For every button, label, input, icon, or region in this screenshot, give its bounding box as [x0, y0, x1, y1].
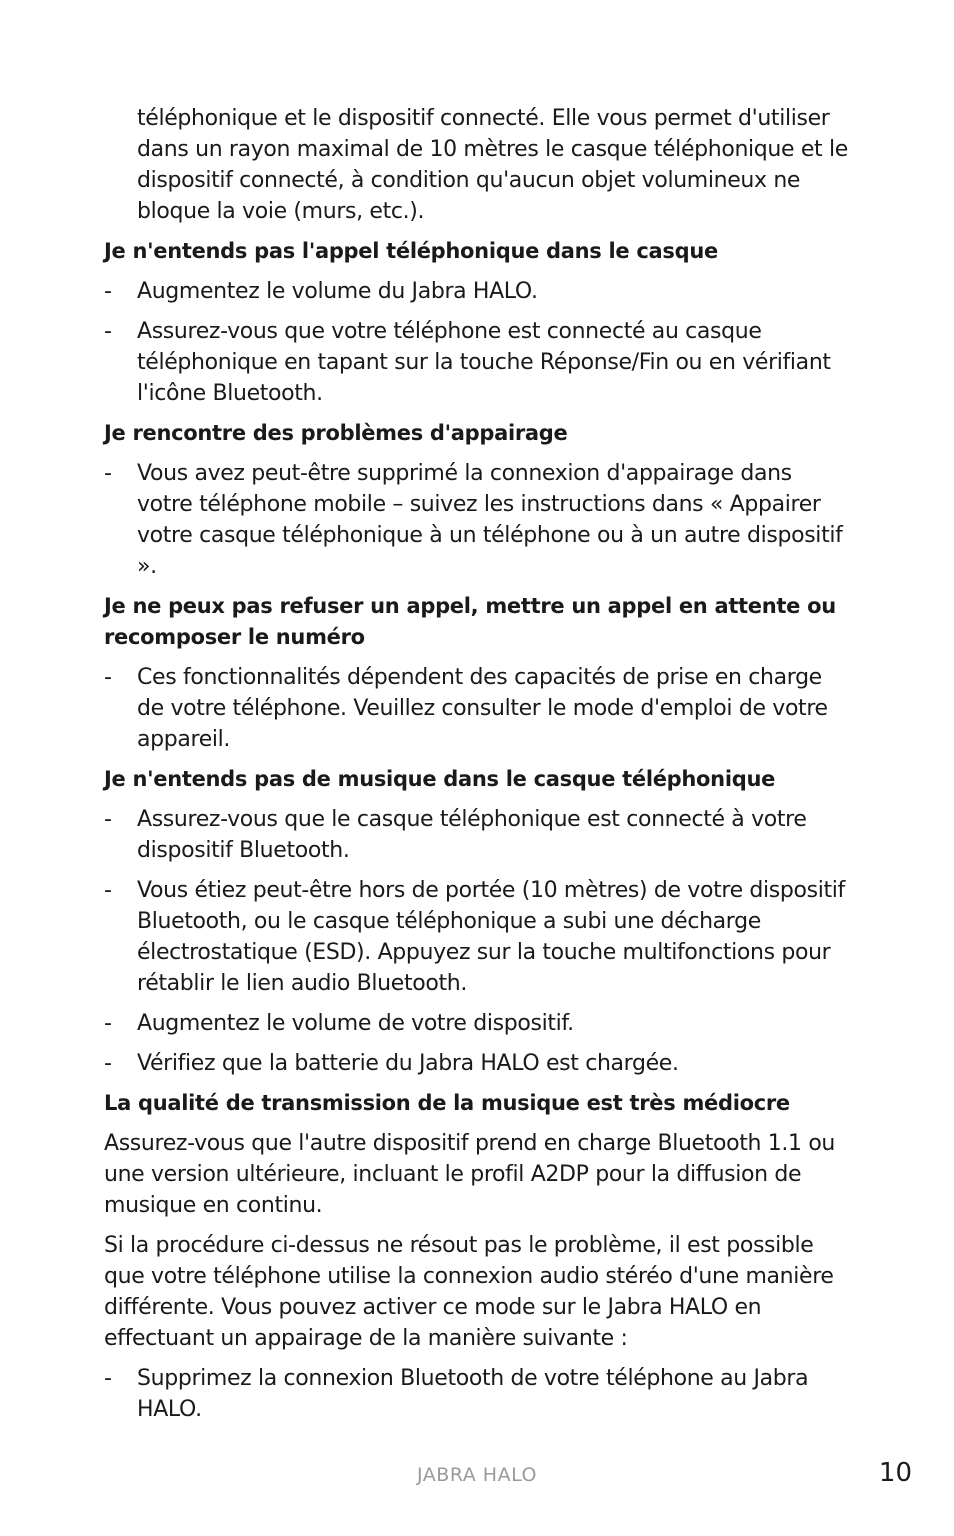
- section-heading: Je rencontre des problèmes d'appairage: [104, 421, 568, 445]
- list-item-text: Assurez-vous que votre téléphone est connecté au casque téléphonique en tapant sur la touche Réponse/Fin ou en vérifiant l'icône Bluetooth.: [137, 319, 831, 406]
- list-item: [104, 662, 852, 755]
- page-number: 10: [878, 1458, 912, 1488]
- section-heading: Je n'entends pas de musique dans le casque téléphonique: [104, 767, 776, 791]
- list-item: [104, 1363, 852, 1425]
- footer-title: JABRA HALO: [417, 1464, 537, 1486]
- bullet-list: [104, 662, 852, 755]
- section-heading: La qualité de transmission de la musique est très médiocre: [104, 1091, 790, 1115]
- dash-marker: -: [104, 1051, 112, 1076]
- list-item-text: Ces fonctionnalités dépendent des capacités de prise en charge de votre téléphone. Veuillez consulter le mode d'emploi de votre appareil.: [137, 665, 828, 752]
- section-pairing-problems: [104, 418, 852, 582]
- body-paragraph: Assurez-vous que l'autre dispositif prend en charge Bluetooth 1.1 ou une version ultérieure, incluant le profil A2DP pour la diffusion de musique en continu.: [104, 1131, 836, 1218]
- list-item-text: Vérifiez que la batterie du Jabra HALO est chargée.: [137, 1051, 679, 1076]
- section-call-features: [104, 591, 852, 755]
- section-no-call-audio: [104, 236, 852, 409]
- list-item: [104, 1048, 852, 1079]
- bullet-list: [104, 458, 852, 582]
- dash-marker: -: [104, 279, 112, 304]
- list-item: [104, 1008, 852, 1039]
- section-no-music: [104, 764, 852, 1079]
- list-item: [104, 804, 852, 866]
- dash-marker: -: [104, 665, 112, 690]
- intro-paragraph: téléphonique et le dispositif connecté. Elle vous permet d'utiliser dans un rayon maximal de 10 mètres le casque téléphonique et le dispositif connecté, à condition qu'aucun objet volumineux ne bloque la voie (murs, etc.).: [137, 106, 848, 224]
- dash-marker: -: [104, 1366, 112, 1391]
- dash-marker: -: [104, 319, 112, 344]
- list-item-text: Supprimez la connexion Bluetooth de votre téléphone au Jabra HALO.: [137, 1366, 809, 1422]
- list-item-text: Augmentez le volume de votre dispositif.: [137, 1011, 574, 1036]
- list-item: [104, 276, 852, 307]
- list-item-text: Vous avez peut-être supprimé la connexion d'appairage dans votre téléphone mobile – suivez les instructions dans « Appairer votre casque téléphonique à un téléphone ou à un autre dispositif ».: [137, 461, 843, 579]
- list-item-text: Augmentez le volume du Jabra HALO.: [137, 279, 538, 304]
- list-item-text: Assurez-vous que le casque téléphonique est connecté à votre dispositif Bluetooth.: [137, 807, 807, 863]
- dash-marker: -: [104, 878, 112, 903]
- section-heading: Je ne peux pas refuser un appel, mettre un appel en attente ou recomposer le numéro: [104, 594, 836, 649]
- dash-marker: -: [104, 1011, 112, 1036]
- dash-marker: -: [104, 807, 112, 832]
- section-heading: Je n'entends pas l'appel téléphonique dans le casque: [104, 239, 718, 263]
- document-page: [104, 103, 852, 1434]
- list-item-text: Vous étiez peut-être hors de portée (10 mètres) de votre dispositif Bluetooth, ou le casque téléphonique a subi une décharge électrostatique (ESD). Appuyez sur la touche multifonctions pour rétablir le lien audio Bluetooth.: [137, 878, 845, 996]
- dash-marker: -: [104, 461, 112, 486]
- bullet-list: [104, 804, 852, 1079]
- list-item: [104, 316, 852, 409]
- bullet-list: [104, 276, 852, 409]
- list-item: [104, 458, 852, 582]
- bullet-list: [104, 1363, 852, 1425]
- list-item: [104, 875, 852, 999]
- section-music-quality: [104, 1088, 852, 1425]
- body-paragraph: Si la procédure ci-dessus ne résout pas le problème, il est possible que votre téléphone utilise la connexion audio stéréo d'une manière différente. Vous pouvez activer ce mode sur le Jabra HALO en effectuant un appairage de la manière suivante :: [104, 1233, 834, 1351]
